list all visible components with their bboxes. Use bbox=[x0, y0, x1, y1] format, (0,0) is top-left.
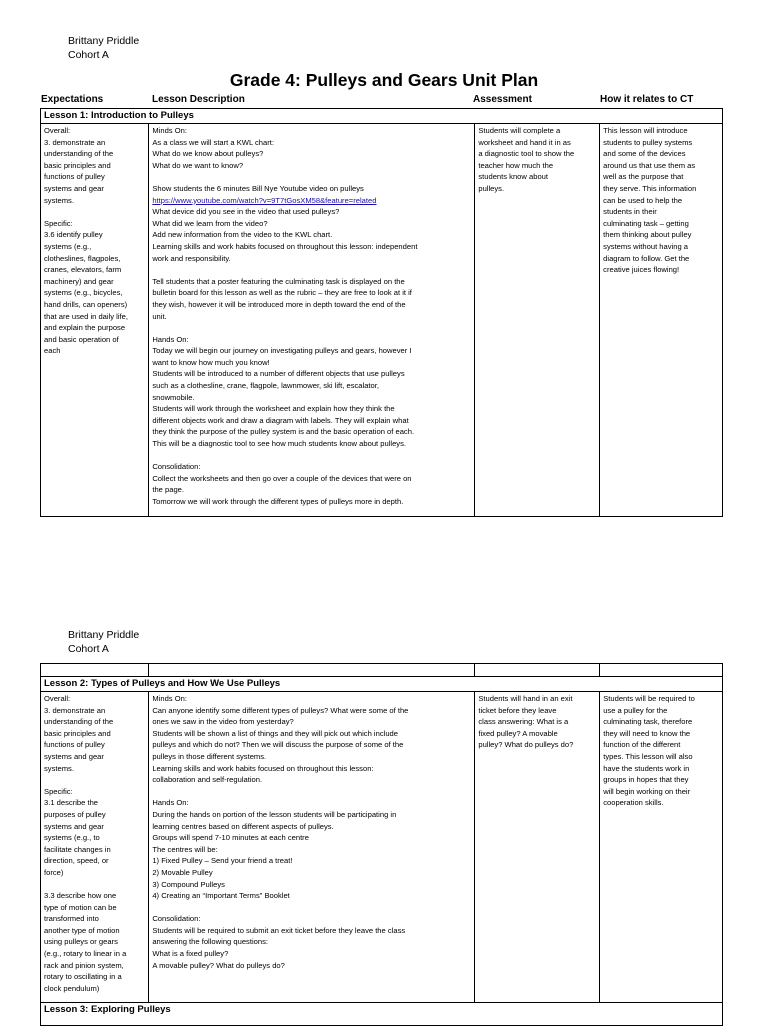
cell-line: understanding of the bbox=[44, 717, 114, 727]
lesson1-heading: Lesson 1: Introduction to Pulleys bbox=[41, 109, 723, 124]
cell-line: systems and gear bbox=[44, 821, 104, 831]
cell-line: Students will be required to bbox=[603, 694, 695, 703]
cell-line: they wish, however it will be introduced more in depth toward the end of the bbox=[152, 299, 406, 309]
lesson1-expectations bbox=[41, 124, 149, 517]
cell-line: purposes of pulley bbox=[44, 809, 106, 819]
cell-line: transformed into bbox=[44, 914, 99, 924]
cell-line: Overall: bbox=[44, 694, 71, 703]
cell-line: the page. bbox=[152, 485, 184, 495]
cell-line: a diagnostic tool to show the bbox=[478, 149, 575, 159]
cell-line: bulletin board for this lesson as well as the rubric – they are free to look at it if bbox=[152, 288, 412, 298]
cell-line: cranes, elevators, farm bbox=[44, 265, 122, 275]
cell-line: systems without having a bbox=[603, 241, 689, 251]
cell-line: Consolidation: bbox=[152, 462, 201, 472]
cell-line: systems. bbox=[44, 763, 74, 773]
cell-line: Students will be introduced to a number of different objects that use pulleys bbox=[152, 369, 405, 379]
cell-line: 3.3 describe how one bbox=[44, 891, 117, 901]
cell-line: systems. bbox=[44, 195, 74, 205]
cell-line: understanding of the bbox=[44, 149, 114, 159]
author-name: Brittany Priddle bbox=[68, 629, 140, 641]
cell-line: systems and gear bbox=[44, 183, 104, 193]
cell-line: using pulleys or gears bbox=[44, 937, 118, 947]
cell-line: systems and gear bbox=[44, 751, 104, 761]
cell-line: they serve. This information bbox=[603, 183, 697, 193]
cell-line: diagram to follow. Get the bbox=[603, 253, 690, 263]
cell-line: class answering: What is a bbox=[478, 717, 569, 727]
cell-line: facilitate changes in bbox=[44, 844, 111, 854]
cell-line: Minds On: bbox=[152, 126, 187, 135]
cell-line: As a class we will start a KWL chart: bbox=[152, 137, 275, 147]
cell-line: Students will be shown a list of things and they will pick out which include bbox=[152, 728, 398, 738]
lesson2-description bbox=[149, 692, 475, 1003]
cell-line: culminating task, therefore bbox=[603, 717, 693, 727]
cell-line: use a pulley for the bbox=[603, 705, 668, 715]
cell-line: rack and pinion system, bbox=[44, 960, 124, 970]
cell-line: systems (e.g., bbox=[44, 241, 92, 251]
cell-line: worksheet and hand it in as bbox=[478, 137, 571, 147]
author-cohort: Cohort A bbox=[68, 643, 109, 655]
cell-line: systems (e.g., to bbox=[44, 833, 100, 843]
cell-line: What is a fixed pulley? bbox=[152, 949, 229, 959]
lesson1-description bbox=[149, 124, 475, 517]
lesson1-assessment bbox=[475, 124, 600, 517]
cell-line: they will need to know the bbox=[603, 728, 691, 738]
lesson3-heading: Lesson 3: Exploring Pulleys bbox=[41, 1003, 723, 1026]
cell-line: will begin working on their bbox=[603, 786, 691, 796]
cell-line: Show students the 6 minutes Bill Nye Youtube video on pulleys bbox=[152, 183, 364, 193]
cell-line: A movable pulley? What do pulleys do? bbox=[152, 960, 285, 970]
cell-line bbox=[44, 879, 145, 891]
cell-line: creative juices flowing! bbox=[603, 265, 680, 275]
cell-line: Minds On: bbox=[152, 694, 187, 703]
cell-line: hand drills, can openers) bbox=[44, 299, 128, 309]
lesson2-assessment bbox=[475, 692, 600, 1003]
cell-line: ones we saw in the video from yesterday? bbox=[152, 717, 294, 727]
cell-line: want to know how much you know! bbox=[152, 357, 270, 367]
cell-line: Consolidation: bbox=[152, 914, 201, 924]
cell-line: learning centres based on different aspects of pulleys. bbox=[152, 821, 334, 831]
cell-line: This will be a diagnostic tool to see how much students know about pulleys. bbox=[152, 439, 407, 449]
cell-line: types. This lesson will also bbox=[603, 751, 693, 761]
cell-line: pulley? What do pulleys do? bbox=[478, 740, 574, 750]
cell-line: (e.g., rotary to linear in a bbox=[44, 949, 127, 959]
cell-line: 3.6 identify pulley bbox=[44, 230, 103, 240]
empty-header-cell bbox=[475, 664, 600, 677]
cell-line: Hands On: bbox=[152, 798, 189, 808]
header-ct: How it relates to CT bbox=[600, 94, 694, 105]
page-title: Grade 4: Pulleys and Gears Unit Plan bbox=[229, 70, 539, 90]
cell-line: direction, speed, or bbox=[44, 856, 109, 866]
cell-line: This lesson will introduce bbox=[603, 126, 688, 135]
cell-line: function of the different bbox=[603, 740, 681, 750]
lesson2-heading: Lesson 2: Types of Pulleys and How We Use Pulleys bbox=[41, 677, 723, 692]
empty-header-cell bbox=[41, 664, 149, 677]
cell-line: students to pulley systems bbox=[603, 137, 693, 147]
cell-line: Students will hand in an exit bbox=[478, 694, 573, 703]
cell-line: students in their bbox=[603, 207, 657, 217]
cell-line: snowmobile. bbox=[152, 392, 195, 402]
empty-header-cell bbox=[600, 664, 723, 677]
cell-line: type of motion can be bbox=[44, 902, 117, 912]
author-cohort: Cohort A bbox=[68, 49, 109, 61]
lesson2-expectations bbox=[41, 692, 149, 1003]
cell-line: have the students work in bbox=[603, 763, 690, 773]
cell-line: fixed pulley? A movable bbox=[478, 728, 558, 738]
author-block-page2 bbox=[68, 628, 139, 656]
cell-line: around us that use them as bbox=[603, 160, 696, 170]
cell-line: What device did you see in the video that used pulleys? bbox=[152, 207, 340, 217]
cell-line: Tell students that a poster featuring the culminating task is displayed on the bbox=[152, 276, 405, 286]
cell-line bbox=[152, 322, 471, 334]
column-headers bbox=[40, 94, 730, 108]
lesson2-table bbox=[40, 663, 723, 1026]
cell-line: ticket before they leave bbox=[478, 705, 557, 715]
cell-line: Specific: bbox=[44, 786, 73, 796]
cell-line bbox=[44, 774, 145, 786]
cell-line: Hands On: bbox=[152, 334, 189, 344]
cell-line: systems (e.g., bicycles, bbox=[44, 288, 123, 298]
cell-line: Today we will begin our journey on investigating pulleys and gears, however I bbox=[152, 346, 412, 356]
cell-line: unit. bbox=[152, 311, 167, 321]
cell-line: and explain the purpose bbox=[44, 323, 126, 333]
cell-line: force) bbox=[44, 867, 64, 877]
cell-line bbox=[44, 206, 145, 218]
author-block-page1 bbox=[68, 34, 139, 62]
cell-line: can be used to help the bbox=[603, 195, 683, 205]
header-lesson-description: Lesson Description bbox=[152, 94, 245, 105]
cell-line bbox=[152, 264, 471, 276]
cell-line: they think the purpose of the pulley system is and the basic operation of each. bbox=[152, 427, 415, 437]
cell-line: Students will complete a bbox=[478, 126, 561, 135]
cell-line: work and responsibility. bbox=[152, 253, 231, 263]
cell-line: Learning skills and work habits focused on throughout this lesson: bbox=[152, 763, 374, 773]
cell-line: pulleys. bbox=[478, 183, 505, 193]
author-name: Brittany Priddle bbox=[68, 35, 140, 47]
cell-line: basic principles and bbox=[44, 160, 111, 170]
video-link[interactable]: https://www.youtube.com/watch?v=9T7tGosXM58&feature=related bbox=[152, 195, 377, 205]
cell-line bbox=[152, 786, 471, 798]
cell-line: Specific: bbox=[44, 218, 73, 228]
cell-line: rotary to oscillating in a bbox=[44, 972, 122, 982]
cell-line: and some of the devices bbox=[603, 149, 686, 159]
cell-line: 4) Creating an “Important Terms” Booklet bbox=[152, 891, 290, 901]
cell-line: 3.1 describe the bbox=[44, 798, 99, 808]
cell-line: 3. demonstrate an bbox=[44, 705, 106, 715]
lesson1-table bbox=[40, 108, 723, 517]
cell-line: During the hands on portion of the lesson students will be participating in bbox=[152, 809, 397, 819]
cell-line: pulleys in those different systems. bbox=[152, 751, 267, 761]
cell-line: another type of motion bbox=[44, 925, 120, 935]
cell-line: Learning skills and work habits focused on throughout this lesson: independent bbox=[152, 241, 418, 251]
cell-line: What do we know about pulleys? bbox=[152, 149, 264, 159]
empty-header-cell bbox=[149, 664, 475, 677]
cell-line: cooperation skills. bbox=[603, 798, 664, 808]
cell-line: that are used in daily life, bbox=[44, 311, 129, 321]
cell-line bbox=[152, 450, 471, 462]
cell-line: functions of pulley bbox=[44, 172, 105, 182]
cell-line: Students will work through the worksheet and explain how they think the bbox=[152, 404, 395, 414]
cell-line: culminating task – getting bbox=[603, 218, 689, 228]
cell-line: students know about bbox=[478, 172, 549, 182]
cell-line: basic principles and bbox=[44, 728, 111, 738]
cell-line: 1) Fixed Pulley – Send your friend a treat! bbox=[152, 856, 293, 866]
cell-line: Can anyone identify some different types of pulleys? What were some of the bbox=[152, 705, 409, 715]
cell-line: groups in hopes that they bbox=[603, 775, 689, 785]
cell-line: The centres will be: bbox=[152, 844, 218, 854]
cell-line: clock pendulum) bbox=[44, 983, 100, 993]
cell-line: answering the following questions: bbox=[152, 937, 268, 947]
cell-line: well as the purpose that bbox=[603, 172, 684, 182]
cell-line: 2) Movable Pulley bbox=[152, 867, 213, 877]
cell-line: Tomorrow we will work through the different types of pulleys more in depth. bbox=[152, 497, 404, 506]
cell-line bbox=[152, 902, 471, 914]
header-assessment: Assessment bbox=[473, 94, 532, 105]
header-expectations: Expectations bbox=[41, 94, 104, 105]
cell-line: Students will be required to submit an exit ticket before they leave the class bbox=[152, 925, 406, 935]
cell-line: collaboration and self-regulation. bbox=[152, 775, 263, 785]
cell-line: clotheslines, flagpoles, bbox=[44, 253, 121, 263]
cell-line: 3. demonstrate an bbox=[44, 137, 106, 147]
cell-line: functions of pulley bbox=[44, 740, 105, 750]
cell-line: What do we want to know? bbox=[152, 160, 244, 170]
cell-line: Groups will spend 7-10 minutes at each centre bbox=[152, 833, 309, 843]
cell-line: different objects work and draw a diagram with labels. They will explain what bbox=[152, 415, 409, 425]
cell-line: Add new information from the video to the KWL chart. bbox=[152, 230, 333, 240]
cell-line: Collect the worksheets and then go over a couple of the devices that were on bbox=[152, 473, 412, 483]
cell-line: machinery) and gear bbox=[44, 276, 114, 286]
cell-line: What did we learn from the video? bbox=[152, 218, 268, 228]
cell-line: each bbox=[44, 346, 61, 356]
cell-line: Overall: bbox=[44, 126, 71, 135]
cell-line: them thinking about pulley bbox=[603, 230, 692, 240]
cell-line: 3) Compound Pulleys bbox=[152, 879, 225, 889]
cell-line bbox=[152, 171, 471, 183]
lesson2-ct bbox=[600, 692, 723, 1003]
cell-line: teacher how much the bbox=[478, 160, 554, 170]
cell-line: and basic operation of bbox=[44, 334, 119, 344]
lesson1-ct bbox=[600, 124, 723, 517]
cell-line: such as a clothesline, crane, flagpole, lawnmower, ski lift, escalator, bbox=[152, 381, 379, 391]
cell-line: pulleys and which do not? Then we will discuss the purpose of some of the bbox=[152, 740, 404, 750]
